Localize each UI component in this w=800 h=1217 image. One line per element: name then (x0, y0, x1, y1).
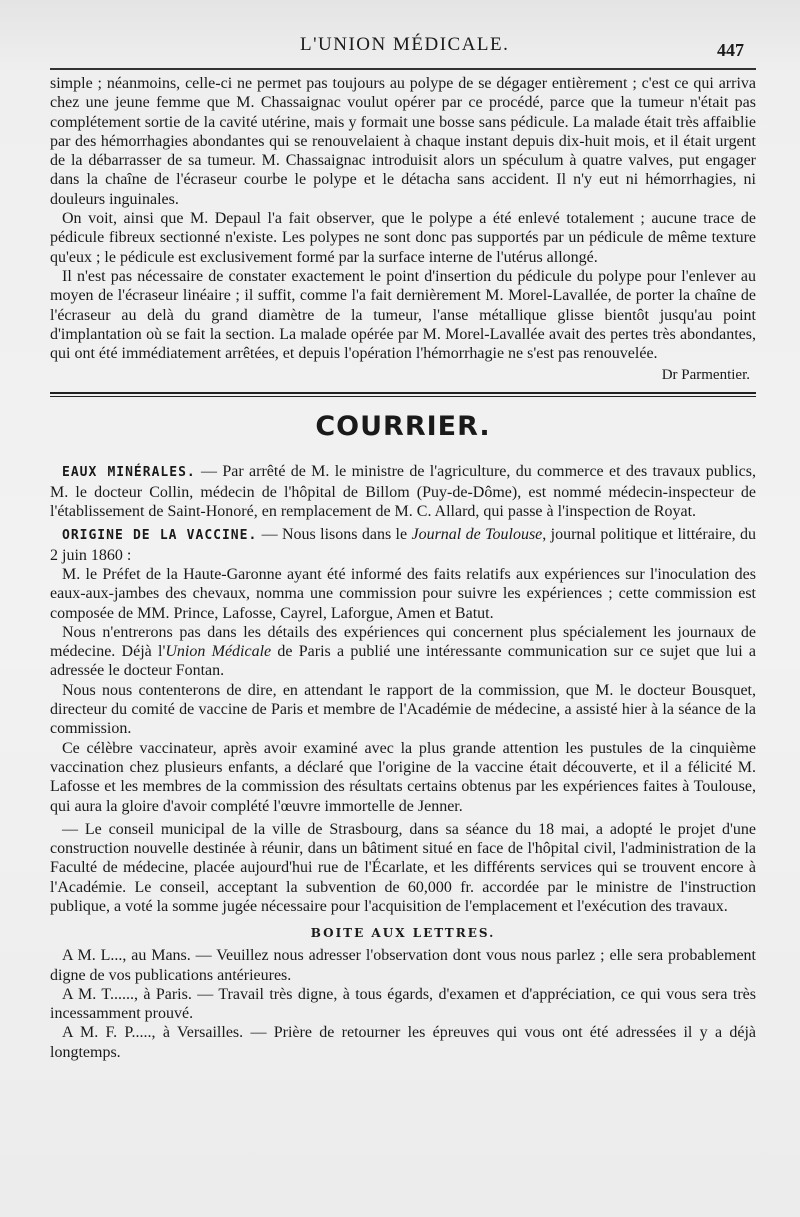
journal-name: Union Médicale (165, 643, 272, 661)
news-strasbourg: — Le conseil municipal de la ville de Strasbourg, dans sa séance du 18 mai, a adopté le projet d'une construction nouvelle destinée à réunir, dans un bâtiment situé en face de l'hôpital civil, l'administration de la Faculté de médecine, placée aujourd'hui rue de l'Écarlate, et les différents services qui se trouvent encore à l'Académie. Le conseil, acceptant la subvention de 60,000 fr. accordée par le ministre de l'instruction publique, a voté la somme jugée nécessaire pour l'acquisition de l'emplacement et l'exécution des travaux. (50, 820, 756, 915)
mailbox-title: BOITE AUX LETTRES. (310, 926, 496, 941)
article-paragraph-3: Il n'est pas nécessaire de constater exactement le point d'insertion du pédicule du polype pour l'enlever au moyen de l'écraseur linéaire ; il suffit, comme l'a fait dernièrement M. Morel-Lavallée, de porter la chaîne de l'écraseur au delà du grand diamètre de la tumeur, l'anse métallique glisse bientôt jusqu'au point d'implantation où se fait la section. La malade opérée par M. Morel-Lavallée avait des pertes très abondantes, qui ont été immédiatement arrêtées, et depuis l'opération l'hémorrhagie ne s'est pas renouvelée. (50, 267, 756, 363)
journal-title: L'UNION MÉDICALE. (300, 34, 510, 55)
news-body-vaccine-a: — Nous lisons dans le (257, 526, 412, 544)
vaccine-paragraph-3: Nous nous contenterons de dire, en attendant le rapport de la commission, que M. le docteur Bousquet, directeur du comité de vaccine de Paris et membre de l'Académie de médecine, a assisté hier à la séance de la commission. (50, 681, 756, 738)
journal-name: Journal de Toulouse (411, 526, 543, 544)
running-head (50, 28, 756, 62)
news-eaux-minerales (50, 462, 756, 521)
author-signature: Dr Parmentier. (661, 367, 750, 384)
page-number: 447 (717, 40, 744, 60)
news-heading-vaccine: ORIGINE DE LA VACCINE. (62, 528, 258, 544)
mailbox-item: A M. F. P....., à Versailles. — Prière de retourner les épreuves qui vous ont été adressées il y a déjà longtemps. (50, 1024, 756, 1061)
mailbox-item: A M. L..., au Mans. — Veuillez nous adresser l'observation dont vous nous parlez ; elle sera probablement digne de vos publications antérieures. (50, 947, 756, 984)
news-body-vaccine-b: , journal politique et littéraire, du 2 juin 1860 : (50, 526, 757, 564)
news-heading-eaux: EAUX MINÉRALES. (62, 465, 196, 481)
vaccine-paragraph-2: Nous n'entrerons pas dans les détails des expériences qui concernent plus spécialement les journaux de médecine. Déjà l'Union Médicale de Paris a publié une intéressante communication sur ce sujet que lui a adressée le docteur Fontan. (50, 623, 757, 680)
article-paragraph-1: simple ; néanmoins, celle-ci ne permet pas toujours au polype de se dégager entièrement ; c'est ce qui arriva chez une jeune femme que M. Chassaignac voulut opérer par ce procédé, parce que la tumeur n'était pas complétement sortie de la cavité utérine, mais y formait une bosse sans pédicule. La malade était très affaiblie par des hémorrhagies abondantes qui se renouvelaient à chaque instant depuis dix-huit mois, et il était urgent de la débarrasser de sa tumeur. M. Chassaignac introduisit alors un spéculum à quatre valves, put engager dans la chaîne de l'écraseur courbe le polype et le détacha sans accident. Il n'y eut ni hémorrhagies, ni douleurs inguinales. (50, 75, 756, 208)
news-origine-vaccine (50, 525, 756, 565)
news-body-eaux: — Par arrêté de M. le ministre de l'agriculture, du commerce et des travaux publics, M. le docteur Collin, médecin de l'hôpital de Billom (Puy-de-Dôme), est nommé médecin-inspecteur de l'établissement de Saint-Honoré, en remplacement de M. C. Allard, qui passe à l'inspection de Royat. (50, 463, 757, 521)
vaccine-paragraph-1: M. le Préfet de la Haute-Garonne ayant été informé des faits relatifs aux expériences sur l'inoculation des eaux-aux-jambes des chevaux, nomma une commission pour suivre les expériences ; cette commission est composée de MM. Prince, Lafosse, Cayrel, Laforgue, Amen et Batut. (50, 565, 756, 622)
mailbox-item: A M. T......, à Paris. — Travail très digne, à tous égards, d'examen et d'appréciation, ce qui vous sera très incessamment prouvé. (50, 985, 756, 1023)
header-rule (50, 68, 756, 70)
vaccine-paragraph-4: Ce célèbre vaccinateur, après avoir examiné avec la plus grande attention les pustules de la cinquième vaccination chez plusieurs enfants, a déclaré que l'origine de la vaccine était découverte, et il a félicité M. Lafosse et les membres de la commission des résultats certains obtenus par les expériences faites à Toulouse, qui aura la gloire d'avoir complété l'œuvre immortelle de Jenner. (50, 739, 756, 815)
section-divider (50, 392, 756, 397)
article-paragraph-2: On voit, ainsi que M. Depaul l'a fait observer, que le polype a été enlevé totalement ; aucune trace de pédicule fibreux sectionné n'existe. Les polypes ne sont donc pas supportés par un pédicule de même texture qu'eux ; le pédicule est exclusivement formé par la surface interne de l'utérus allongé. (50, 210, 756, 266)
section-title: COURRIER. (315, 411, 491, 443)
